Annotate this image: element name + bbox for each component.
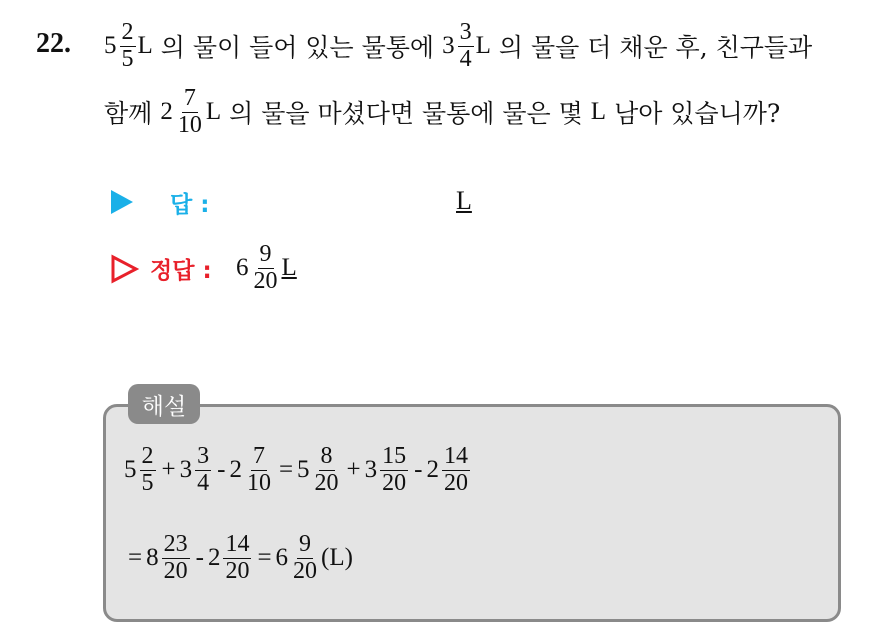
operator: = — [128, 544, 143, 571]
unit-label: L — [590, 98, 607, 125]
operator: - — [217, 456, 226, 483]
solution-equation-1 — [124, 438, 472, 502]
correct-answer-label: 정답 : — [150, 258, 212, 284]
correct-answer-value — [236, 236, 297, 300]
fraction — [120, 20, 136, 71]
question-line-2 — [104, 80, 780, 144]
whole-part: 5 — [104, 32, 117, 59]
denominator: 20 — [163, 557, 188, 584]
numerator: 7 — [183, 85, 196, 112]
mixed-number — [160, 86, 206, 137]
denominator: 5 — [121, 45, 134, 72]
mixed-number — [236, 242, 282, 293]
numerator: 14 — [225, 531, 250, 558]
whole-part: 3 — [364, 456, 378, 483]
mixed-number — [365, 444, 411, 495]
fraction — [140, 444, 156, 495]
operator: - — [414, 456, 423, 483]
numerator: 23 — [163, 531, 188, 558]
whole-part: 3 — [442, 32, 455, 59]
mixed-number — [146, 532, 192, 583]
whole-part: 3 — [179, 456, 193, 483]
fraction — [313, 444, 341, 495]
fraction — [380, 444, 408, 495]
unit-label: L — [205, 98, 222, 125]
correct-arrow-icon — [110, 254, 140, 284]
question-text: 의 물을 마셨다면 물통에 물은 몇 — [229, 99, 583, 128]
fraction — [252, 242, 280, 293]
numerator: 8 — [320, 443, 333, 470]
fraction — [162, 532, 190, 583]
denominator: 20 — [443, 469, 468, 496]
denominator: 4 — [197, 469, 210, 496]
mixed-number — [208, 532, 254, 583]
numerator: 9 — [299, 531, 312, 558]
operator: + — [346, 456, 361, 483]
numerator: 9 — [259, 241, 272, 268]
numerator: 2 — [141, 443, 154, 470]
solution-equation-2 — [124, 526, 353, 590]
solution-tag: 해설 — [128, 384, 200, 424]
denominator: 10 — [246, 469, 271, 496]
mixed-number — [297, 444, 343, 495]
denominator: 20 — [293, 557, 318, 584]
answer-unit: L — [456, 186, 472, 215]
question-text: 의 물을 더 채운 후, 친구들과 — [498, 33, 813, 62]
unit-label: L — [281, 254, 297, 281]
operator: = — [257, 544, 272, 571]
question-text: 의 물이 들어 있는 물통에 — [160, 33, 435, 62]
whole-part: 5 — [297, 456, 310, 483]
question-line-1 — [104, 14, 812, 78]
denominator: 10 — [177, 111, 202, 138]
denominator: 20 — [382, 469, 407, 496]
numerator: 7 — [252, 443, 265, 470]
operator: + — [161, 456, 176, 483]
fraction — [291, 532, 319, 583]
operator: - — [195, 544, 204, 571]
whole-part: 2 — [160, 98, 173, 125]
whole-part: 6 — [275, 544, 289, 571]
question-text: 남아 있습니까? — [614, 99, 781, 128]
mixed-number — [276, 532, 322, 583]
whole-part: 6 — [236, 254, 249, 281]
fraction — [245, 444, 273, 495]
whole-part: 2 — [229, 456, 242, 483]
denominator: 20 — [314, 469, 339, 496]
unit-label: (L) — [321, 544, 353, 571]
question-text: 함께 — [104, 99, 153, 128]
answer-arrow-icon — [111, 190, 133, 214]
mixed-number — [104, 20, 138, 71]
mixed-number — [426, 444, 472, 495]
mixed-number — [180, 444, 214, 495]
numerator: 14 — [443, 443, 468, 470]
whole-part: 8 — [146, 544, 159, 571]
denominator: 20 — [225, 557, 250, 584]
fraction — [442, 444, 470, 495]
question-number: 22. — [36, 28, 71, 59]
mixed-number — [442, 20, 476, 71]
whole-part: 2 — [207, 544, 221, 571]
answer-label: 답 : — [170, 192, 210, 218]
denominator: 5 — [141, 469, 154, 496]
numerator: 15 — [382, 443, 407, 470]
numerator: 3 — [459, 19, 472, 46]
fraction — [223, 532, 251, 583]
whole-part: 5 — [124, 456, 137, 483]
fraction — [458, 20, 474, 71]
denominator: 20 — [253, 267, 278, 294]
operator: = — [278, 456, 294, 483]
fraction — [195, 444, 211, 495]
unit-label: L — [137, 32, 153, 59]
denominator: 4 — [459, 45, 472, 72]
whole-part: 2 — [426, 456, 439, 483]
numerator: 2 — [121, 19, 134, 46]
fraction — [176, 86, 204, 137]
mixed-number — [229, 444, 275, 495]
mixed-number — [124, 444, 158, 495]
numerator: 3 — [197, 443, 210, 470]
unit-label: L — [475, 32, 491, 59]
